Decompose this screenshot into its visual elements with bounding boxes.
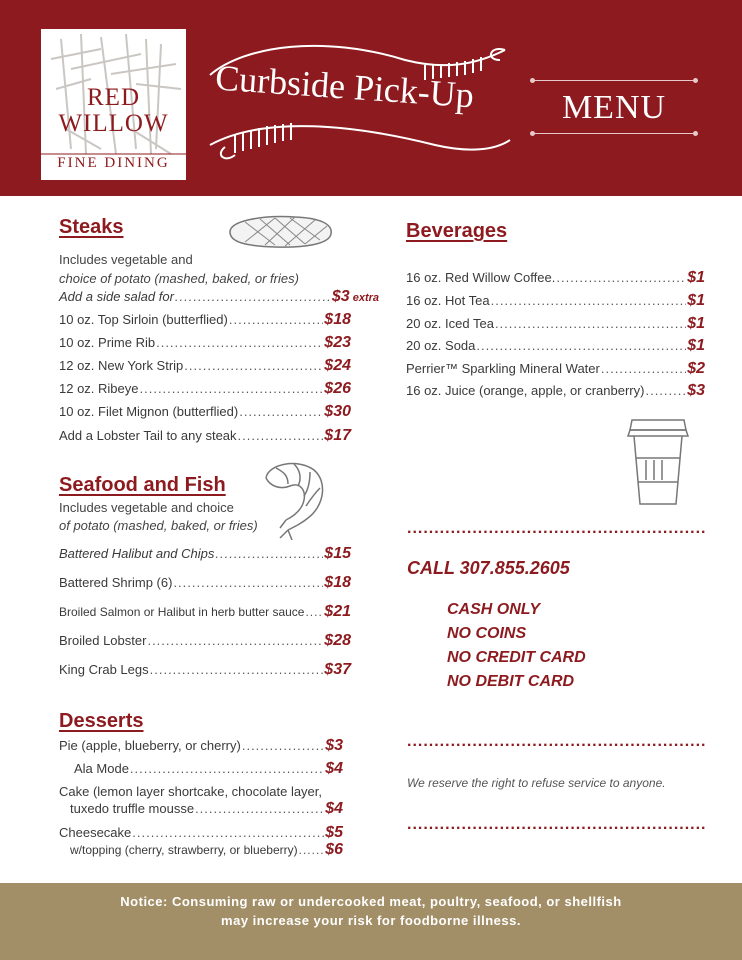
side-salad-row: Add a side salad for ..... $3 extra: [59, 288, 379, 306]
seafood-item-row: Battered Halibut and Chips ..... $15: [59, 545, 351, 563]
steaks-note-line1: Includes vegetable and: [59, 252, 193, 267]
logo-willow-text: WILLOW: [58, 110, 169, 137]
curbside-pickup-title: Curbside Pick-Up: [214, 57, 476, 116]
steaks-note-line2: choice of potato (mashed, baked, or fries): [59, 271, 299, 286]
beverage-item-row: 20 oz. Soda ..... $1: [406, 337, 705, 355]
divider-dotted-1: [407, 529, 707, 535]
logo-red-text: RED: [87, 84, 140, 111]
dessert-cheesecake-row: Cheesecake ..... $5: [59, 824, 343, 842]
steak-icon: [225, 212, 337, 252]
beverage-item-row: 20 oz. Iced Tea ..... $1: [406, 315, 705, 333]
beverage-item-row: Perrier™ Sparkling Mineral Water ..... $2: [406, 360, 705, 378]
dessert-topping-row: w/topping (cherry, strawberry, or blueberry) ..... $6: [70, 841, 343, 859]
seafood-item-row: Broiled Lobster ..... $28: [59, 632, 351, 650]
payment-no-coins: NO COINS: [447, 625, 527, 642]
beverage-item-row: 16 oz. Red Willow Coffee. ..... $1: [406, 269, 705, 287]
logo-fine-dining-text: FINE DINING: [57, 155, 170, 171]
divider-dotted-2: [407, 742, 707, 748]
food-safety-footer: [0, 883, 742, 960]
payment-no-credit-card: NO CREDIT CARD: [447, 649, 586, 666]
header-banner: [0, 0, 742, 196]
seafood-item-row: King Crab Legs ..... $37: [59, 661, 351, 679]
dessert-pie-row: Pie (apple, blueberry, or cherry) ..... $3: [59, 737, 343, 755]
seafood-item-row: Broiled Salmon or Halibut in herb butter sauce ..... $21: [59, 603, 351, 621]
beverages-heading: Beverages: [406, 220, 508, 242]
steak-item-row: 10 oz. Filet Mignon (butterflied) ..... $30: [59, 403, 351, 421]
beverage-item-row: 16 oz. Hot Tea ..... $1: [406, 292, 705, 310]
footer-notice-line2: may increase your risk for foodborne illness.: [221, 913, 521, 928]
coffee-cup-icon: [626, 414, 690, 510]
steak-item-row: 12 oz. Ribeye ..... $26: [59, 380, 351, 398]
dessert-cake-row: tuxedo truffle mousse ..... $4: [70, 800, 343, 818]
menu-title: MENU: [561, 89, 667, 126]
footer-notice-line1: Notice: Consuming raw or undercooked meat, poultry, seafood, or shellfish: [120, 894, 622, 909]
reserve-notice: We reserve the right to refuse service to anyone.: [407, 776, 666, 790]
dessert-alamode-row: Ala Mode ..... $4: [74, 760, 343, 778]
payment-cash-only: CASH ONLY: [447, 601, 541, 618]
payment-no-debit-card: NO DEBIT CARD: [447, 673, 575, 690]
dessert-cake-line1: Cake (lemon layer shortcake, chocolate layer,: [59, 784, 323, 799]
beverage-item-row: 16 oz. Juice (orange, apple, or cranberry) ..... $3: [406, 382, 705, 400]
steak-item-row: Add a Lobster Tail to any steak ..... $17: [59, 427, 351, 445]
phone-number: CALL 307.855.2605: [407, 558, 570, 578]
divider-dotted-3: [407, 825, 707, 831]
red-willow-logo: [41, 29, 186, 180]
seafood-note-line2: of potato (mashed, baked, or fries): [59, 518, 258, 533]
seafood-heading: Seafood and Fish: [59, 474, 226, 496]
steak-item-row: 10 oz. Prime Rib ..... $23: [59, 334, 351, 352]
seafood-item-row: Battered Shrimp (6) ..... $18: [59, 574, 351, 592]
menu-title-box: [533, 80, 695, 134]
desserts-heading: Desserts: [59, 710, 144, 732]
steak-item-row: 12 oz. New York Strip ..... $24: [59, 357, 351, 375]
steaks-heading: Steaks: [59, 216, 124, 238]
seafood-note-line1: Includes vegetable and choice: [59, 500, 234, 515]
steak-item-row: 10 oz. Top Sirloin (butterflied) ..... $18: [59, 311, 351, 329]
shrimp-icon: [258, 456, 330, 540]
